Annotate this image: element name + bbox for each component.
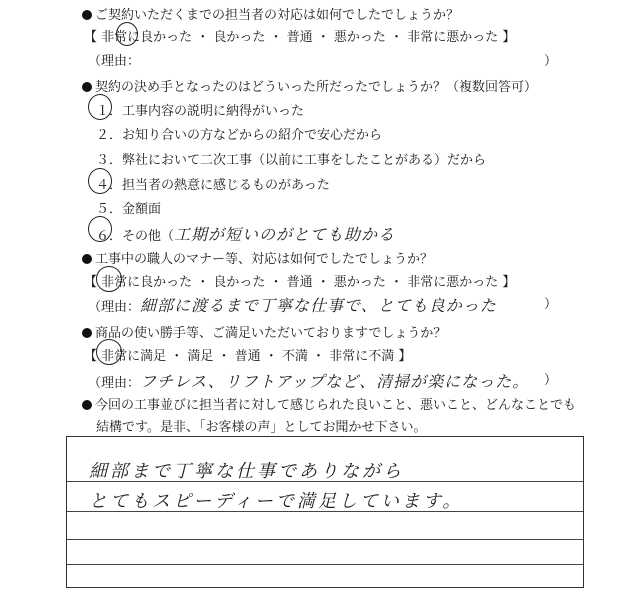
q4-options: 【 非常に満足 ・ 満足 ・ 普通 ・ 不満 ・ 非常に不満 】 <box>84 349 412 364</box>
q4-question: 商品の使い勝手等、ご満足いただいておりますでしょうか？ <box>82 322 446 341</box>
comment-rule <box>67 539 583 540</box>
q1-question: ご契約いただくまでの担当者の対応は如何でしたでしょうか？ <box>82 4 459 23</box>
q2-item-3: ３．弊社において二次工事（以前に工事をしたことがある）だから <box>96 153 487 168</box>
handwritten-reason: 細部に渡るまで丁寧な仕事で、とても良かった <box>140 296 497 315</box>
comment-box <box>66 436 584 588</box>
q5-question-line2: 結構です。是非、「お客様の声」としてお聞かせ下さい。 <box>96 420 427 435</box>
bullet-icon <box>82 400 92 410</box>
q2-question: 契約の決め手となったのはどういった所だったでしょうか？（複数回答可） <box>82 76 537 95</box>
q3-reason: （理由：細部に渡るまで丁寧な仕事で、とても良かった ） <box>88 296 558 315</box>
q2-item-5: ５．金額面 <box>96 202 162 217</box>
handwritten-reason: フチレス、リフトアップなど、清掃が楽になった。 <box>140 372 530 391</box>
q1-options: 【 非常に良かった ・ 良かった ・ 普通 ・ 悪かった ・ 非常に悪かった 】 <box>84 30 516 45</box>
q2-item-2: ２．お知り合いの方などからの紹介で安心だから <box>96 128 383 143</box>
bullet-icon <box>82 254 92 264</box>
bullet-icon <box>82 10 92 20</box>
q4-reason: （理由：フチレス、リフトアップなど、清掃が楽になった。 ） <box>88 372 558 391</box>
comment-rule <box>67 564 583 565</box>
handwritten-comment-line-1: 細部まで丁寧な仕事でありながら <box>89 461 404 482</box>
bullet-icon <box>82 82 92 92</box>
q5-question: 今回の工事並びに担当者に対して感じられた良いこと、悪いこと、どんなことでも <box>82 394 576 413</box>
q2-item-4: ４．担当者の熱意に感じるものがあった <box>96 178 330 193</box>
q2-item-1: １．工事内容の説明に納得がいった <box>96 104 305 119</box>
q3-question: 工事中の職人のマナー等、対応は如何でしたでしょうか？ <box>82 248 433 267</box>
q1-reason: （理由： ） <box>88 54 558 69</box>
handwritten-comment-line-2: とてもスピーディーで満足しています。 <box>89 491 464 512</box>
handwritten-other-answer: 工期が短いのがとても助かる <box>174 225 396 244</box>
q2-item-6: ６．その他（工期が短いのがとても助かる <box>96 225 396 244</box>
bullet-icon <box>82 328 92 338</box>
q3-options: 【 非常に良かった ・ 良かった ・ 普通 ・ 悪かった ・ 非常に悪かった 】 <box>84 275 516 290</box>
